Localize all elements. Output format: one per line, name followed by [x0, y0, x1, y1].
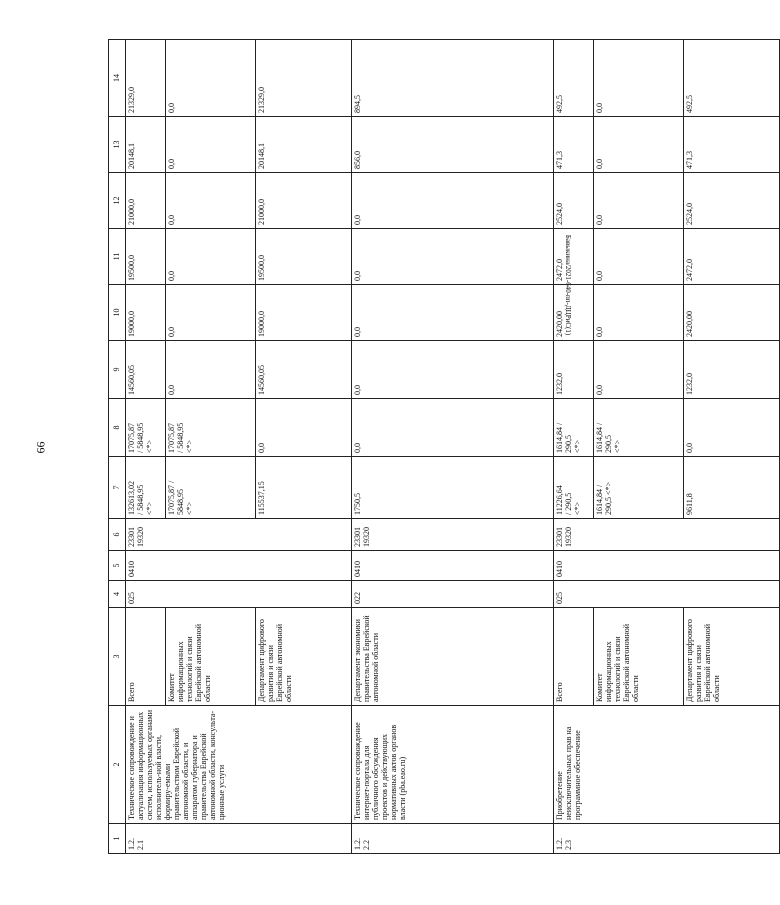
- funding-value-cell: 21000,0: [126, 173, 166, 229]
- funding-value-cell: 19500,0: [256, 229, 352, 285]
- responsible-organization: Департамент цифрового развития и связи Еврейской автономной области: [256, 608, 352, 706]
- column-number-header: 9: [109, 341, 126, 399]
- funding-value-cell: 0,0: [352, 229, 554, 285]
- funding-value-cell: 2420,00: [684, 285, 780, 341]
- section-code: 0410: [126, 551, 352, 581]
- funding-value-cell: 14560,05: [126, 341, 166, 399]
- funding-value-cell: 0,0: [594, 341, 684, 399]
- responsible-organization: Всего: [126, 608, 166, 706]
- column-number-header: 7: [109, 457, 126, 519]
- table-row: [126, 40, 166, 854]
- funding-value-cell: 1232,0: [554, 341, 594, 399]
- section-code: 0410: [352, 551, 554, 581]
- funding-value-cell: 894,5: [352, 40, 554, 117]
- page-number: 66: [33, 441, 48, 454]
- measure-name: Техническое сопровождение и актуализация информационных систем, используемых органами исполнитель-ной власти, формиру-емыми правительством Еврейской автономной области, и аппаратом губернатора и правительства Еврейской автономной области, консульта-ционные услуги: [126, 706, 352, 824]
- funding-value-cell: 0,0: [166, 229, 256, 285]
- funding-value-cell: 17075,87 / 5848,95 <*>: [166, 457, 256, 519]
- column-number-header: 12: [109, 173, 126, 229]
- funding-value-cell: 0,0: [352, 285, 554, 341]
- funding-value-cell: 0,0: [594, 173, 684, 229]
- funding-value-cell: 1232,0: [684, 341, 780, 399]
- funding-value-cell: 2472,0: [554, 229, 594, 285]
- target-article-code: 23301 19320: [554, 519, 780, 551]
- measure-number: 1.2. 2.1: [126, 824, 352, 854]
- funding-value-cell: 856,0: [352, 117, 554, 173]
- responsible-organization: Комитет информационных технологий и связи Еврейской автономной области: [594, 608, 684, 706]
- funding-value-cell: 0,0: [594, 285, 684, 341]
- column-number-header: 4: [109, 581, 126, 608]
- column-number-header: 1: [109, 824, 126, 854]
- measure-name: Техническое сопровождение интернет-портала для публичного обсуждения проектов и действующих нормативных актов органов власти (pba.eao.ru): [352, 706, 554, 824]
- funding-value-cell: 9611,8: [684, 457, 780, 519]
- funding-value-cell: 1614,84 / 290,5 <*>: [594, 457, 684, 519]
- column-number-header: 6: [109, 519, 126, 551]
- funding-value-cell: 21329,0: [126, 40, 166, 117]
- column-number-header: 3: [109, 608, 126, 706]
- document-footer-code: Бавыкина/2021-640-пп-ДЦРиС(1): [564, 234, 572, 336]
- funding-value-cell: 0,0: [352, 341, 554, 399]
- column-number-header: 10: [109, 285, 126, 341]
- funding-value-cell: 17075,87 / 5848,95 <*>: [166, 399, 256, 457]
- column-number-header: 13: [109, 117, 126, 173]
- funding-value-cell: 2420,00: [554, 285, 594, 341]
- funding-value-cell: 14560,05: [256, 341, 352, 399]
- responsible-organization: Всего: [554, 608, 594, 706]
- grbs-code: 025: [554, 581, 780, 608]
- table-row: [352, 40, 554, 854]
- table-header-row: [109, 40, 126, 854]
- responsible-organization: Департамент экономики правительства Еврейской автономной области: [352, 608, 554, 706]
- funding-value-cell: 471,3: [554, 117, 594, 173]
- column-number-header: 5: [109, 551, 126, 581]
- funding-value-cell: 0,0: [166, 40, 256, 117]
- funding-value-cell: 0,0: [594, 40, 684, 117]
- funding-value-cell: 0,0: [352, 173, 554, 229]
- grbs-code: 025: [126, 581, 352, 608]
- funding-value-cell: 0,0: [594, 117, 684, 173]
- section-code: 0410: [554, 551, 780, 581]
- grbs-code: 022: [352, 581, 554, 608]
- funding-value-cell: 492,5: [684, 40, 780, 117]
- funding-value-cell: 19500,0: [126, 229, 166, 285]
- column-number-header: 8: [109, 399, 126, 457]
- responsible-organization: Комитет информационных технологий и связи Еврейской автономной области: [166, 608, 256, 706]
- measure-number: 1.2. 2.2: [352, 824, 554, 854]
- funding-value-cell: 2472,0: [684, 229, 780, 285]
- funding-value-cell: 20148,1: [126, 117, 166, 173]
- funding-value-cell: 0,0: [256, 399, 352, 457]
- measure-number: 1.2. 2.3: [554, 824, 780, 854]
- funding-value-cell: 21000,0: [256, 173, 352, 229]
- funding-value-cell: 1750,5: [352, 457, 554, 519]
- funding-value-cell: 0,0: [352, 399, 554, 457]
- funding-value-cell: 0,0: [166, 285, 256, 341]
- funding-value-cell: 11226,64 / 290,5 <*>: [554, 457, 594, 519]
- funding-value-cell: 20148,1: [256, 117, 352, 173]
- measure-name: Приобретение неисключительных прав на программное обеспечение: [554, 706, 780, 824]
- funding-value-cell: 471,3: [684, 117, 780, 173]
- funding-value-cell: 115537,15: [256, 457, 352, 519]
- funding-value-cell: 2524,0: [554, 173, 594, 229]
- target-article-code: 23301 19320: [352, 519, 554, 551]
- funding-value-cell: 1614,84 / 290,5 <*>: [594, 399, 684, 457]
- funding-value-cell: 19000,0: [256, 285, 352, 341]
- funding-value-cell: 0,0: [594, 229, 684, 285]
- target-article-code: 23301 19320: [126, 519, 352, 551]
- funding-value-cell: 1614,84 / 290,5 <*>: [554, 399, 594, 457]
- funding-value-cell: 19000,0: [126, 285, 166, 341]
- funding-value-cell: 0,0: [166, 341, 256, 399]
- funding-value-cell: 132613,02 / 5848,95 <*>: [126, 457, 166, 519]
- table-row: [554, 40, 594, 854]
- funding-value-cell: 21329,0: [256, 40, 352, 117]
- column-number-header: 14: [109, 40, 126, 117]
- funding-value-cell: 0,0: [684, 399, 780, 457]
- column-number-header: 11: [109, 229, 126, 285]
- funding-value-cell: 0,0: [166, 117, 256, 173]
- responsible-organization: Департамент цифрового развития и связи Еврейской автономной области: [684, 608, 780, 706]
- column-number-header: 2: [109, 706, 126, 824]
- funding-value-cell: 2524,0: [684, 173, 780, 229]
- funding-value-cell: 492,5: [554, 40, 594, 117]
- funding-value-cell: 17075,87 / 5848,95 <*>: [126, 399, 166, 457]
- budget-table: [108, 39, 780, 854]
- funding-value-cell: 0,0: [166, 173, 256, 229]
